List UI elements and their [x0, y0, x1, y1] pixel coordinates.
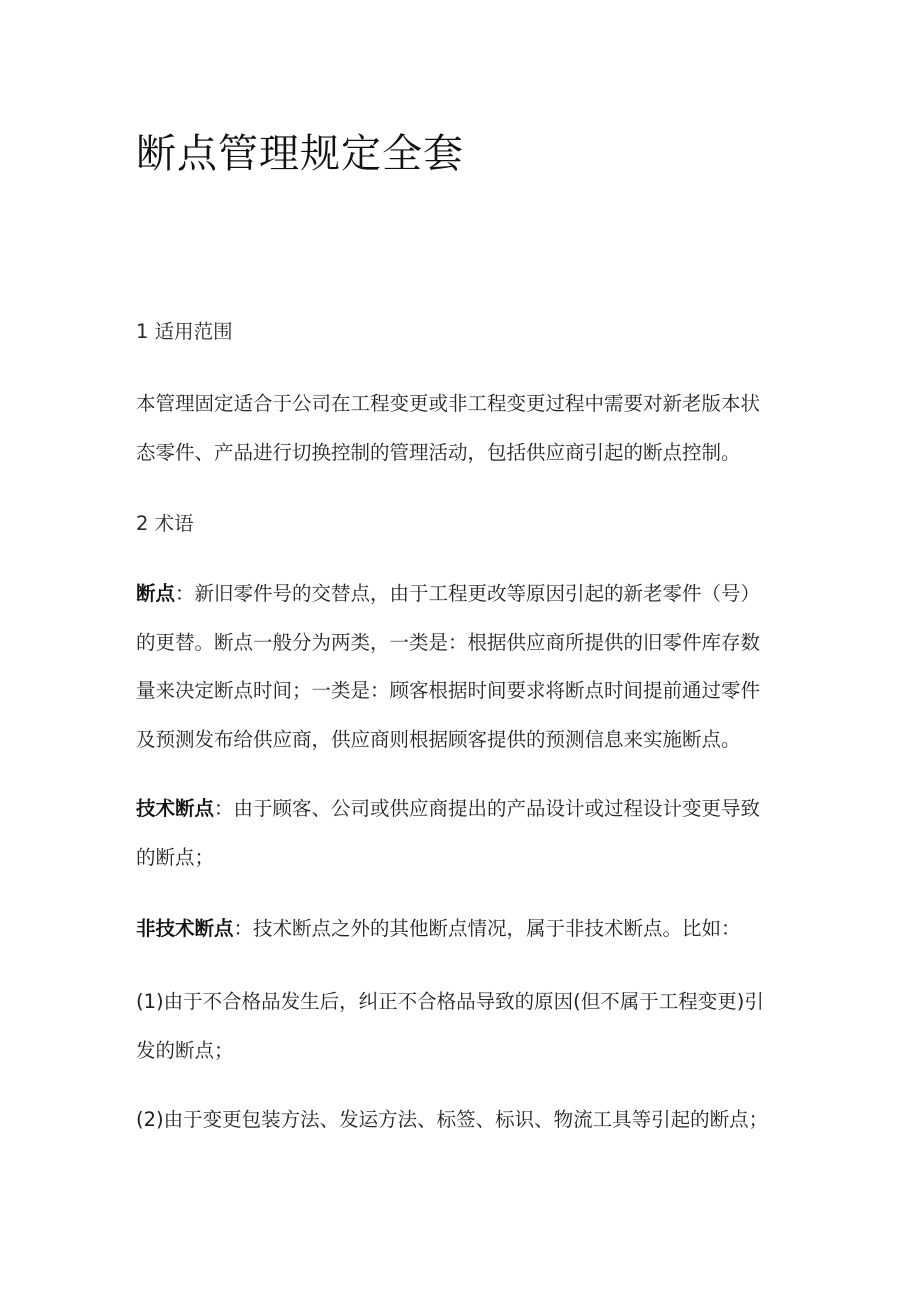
example-item-1: [136, 978, 796, 1075]
breakpoint-line-3: 量来决定断点时间；一类是：顾客根据时间要求将断点时间提前通过零件: [136, 679, 761, 702]
breakpoint-line-4: 及预测发布给供应商，供应商则根据顾客提供的预测信息来实施断点。: [136, 727, 741, 751]
section-heading-terms: 2 术语: [136, 512, 194, 535]
breakpoint-text-1: 新旧零件号的交替点，由于工程更改等原因引起的新老零件（号）: [194, 582, 761, 605]
scope-paragraph: [136, 380, 796, 477]
scope-line-1: 本管理固定适合于公司在工程变更或非工程变更过程中需要对新老版本状: [136, 392, 761, 415]
example-item-1-line-1: (1)由于不合格品发生后，纠正不合格品导致的原因(但不属于工程变更)引: [136, 990, 764, 1013]
technical-breakpoint-text-1: 由于顾客、公司或供应商提出的产品设计或过程设计变更导致: [233, 797, 761, 820]
example-item-2-line-1: (2)由于变更包装方法、发运方法、标签、标识、物流工具等引起的断点；: [136, 1108, 769, 1131]
breakpoint-line-1: [136, 570, 796, 619]
non-technical-breakpoint-definition: [136, 905, 796, 954]
document-title: 断点管理规定全套: [136, 131, 464, 177]
scope-line-2: 态零件、产品进行切换控制的管理活动，包括供应商引起的断点控制。: [136, 440, 741, 464]
term-colon: ：: [233, 917, 254, 940]
breakpoint-line-2: 的更替。断点一般分为两类，一类是：根据供应商所提供的旧零件库存数: [136, 630, 761, 654]
term-technical-breakpoint: 技术断点: [136, 797, 215, 820]
technical-breakpoint-line-2: 的断点；: [136, 845, 215, 869]
term-colon: ：: [214, 797, 234, 820]
section-heading-scope: 1 适用范围: [136, 320, 233, 343]
breakpoint-definition: [136, 570, 796, 764]
non-technical-breakpoint-line-1: [136, 905, 796, 954]
non-technical-breakpoint-text-1: 技术断点之外的其他断点情况，属于非技术断点。比如：: [253, 917, 741, 940]
example-item-1-line-2: 发的断点；: [136, 1038, 234, 1062]
technical-breakpoint-line-1: [136, 785, 796, 834]
term-breakpoint: 断点: [136, 582, 176, 605]
technical-breakpoint-definition: [136, 785, 796, 882]
term-non-technical-breakpoint: 非技术断点: [136, 917, 234, 940]
example-item-2: [136, 1096, 796, 1145]
term-colon: ：: [175, 582, 195, 605]
